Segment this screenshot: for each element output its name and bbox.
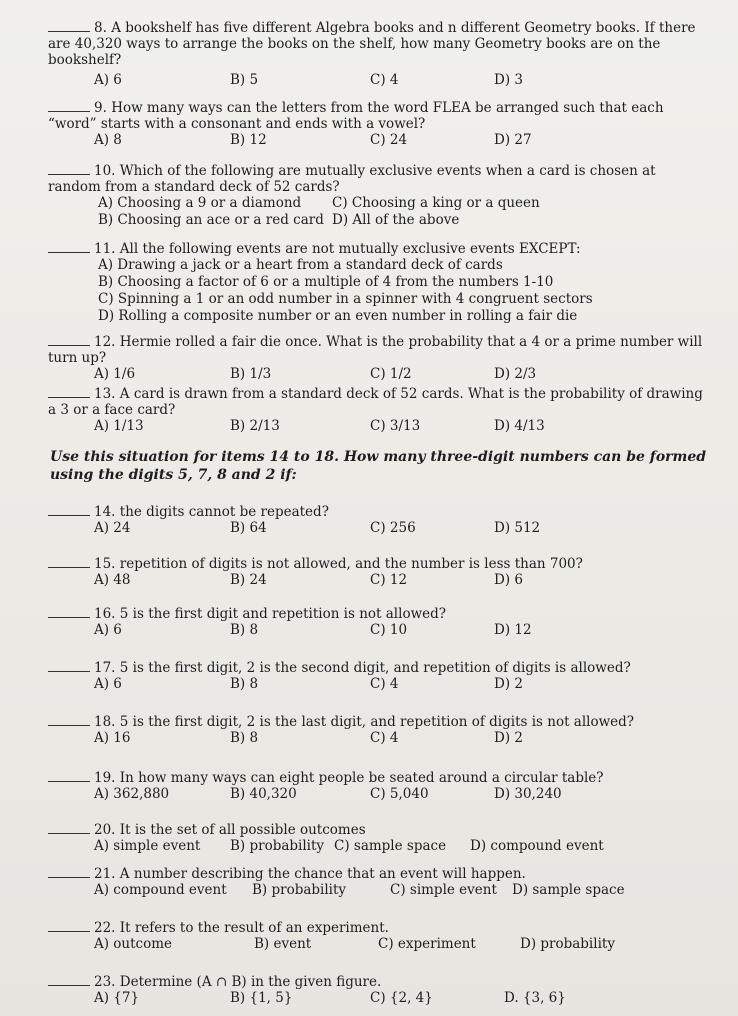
choice-a: A) 48 [94, 572, 131, 588]
choice-d: D) 4/13 [494, 418, 545, 434]
choice-c: C) 24 [370, 132, 408, 148]
question-number: 12. [94, 334, 116, 350]
choice-b: B) 2/13 [230, 418, 280, 434]
question-text: It refers to the result of an experiment. [119, 920, 389, 936]
choice-b: B) 8 [230, 730, 259, 746]
choice-a: A) 8 [94, 132, 122, 148]
answer-blank[interactable] [48, 163, 90, 175]
answer-blank[interactable] [48, 100, 90, 112]
choice-b: B) 5 [230, 72, 259, 88]
choice-d: D) 27 [494, 132, 532, 148]
choice-a: A) outcome [94, 936, 173, 952]
question-number: 21. [94, 866, 116, 882]
question-number: 22. [94, 920, 116, 936]
choice-b: B) 8 [230, 622, 259, 638]
question-10 [48, 163, 708, 229]
choice-d: D) All of the above [332, 212, 460, 228]
choice-d: D) 12 [494, 622, 532, 638]
question-11 [48, 241, 708, 325]
choice-a: A) 16 [94, 730, 131, 746]
choice-c: C) 1/2 [370, 366, 412, 382]
question-18 [48, 714, 708, 747]
answer-blank[interactable] [48, 660, 90, 672]
choice-b: B) probability [230, 838, 325, 854]
choice-b: B) 1/3 [230, 366, 272, 382]
question-19 [48, 770, 708, 803]
question-text: In how many ways can eight people be seated around a circular table? [119, 770, 604, 786]
choice-a: A) compound event [94, 882, 227, 898]
answer-blank[interactable] [48, 241, 90, 253]
answer-blank[interactable] [48, 20, 90, 32]
choice-b: B) Choosing a factor of 6 or a multiple of 4 from the numbers 1-10 [98, 274, 554, 290]
answer-blank[interactable] [48, 770, 90, 782]
choice-b: B) 40,320 [230, 786, 297, 802]
choice-d: D) 2/3 [494, 366, 537, 382]
answer-blank[interactable] [48, 920, 90, 932]
choice-b: B) 64 [230, 520, 267, 536]
question-number: 23. [94, 974, 116, 990]
question-number: 15. [94, 556, 116, 572]
answer-blank[interactable] [48, 504, 90, 516]
question-text: All the following events are not mutually exclusive events EXCEPT: [119, 241, 581, 257]
choice-c: C) {2, 4} [370, 990, 433, 1006]
choice-b: B) 12 [230, 132, 267, 148]
answer-blank[interactable] [48, 606, 90, 618]
question-12 [48, 334, 708, 383]
choice-d: D) sample space [512, 882, 625, 898]
question-number: 10. [94, 163, 116, 179]
question-text: 5 is the first digit and repetition is not allowed? [119, 606, 446, 622]
choice-c: C) sample space [334, 838, 447, 854]
question-22 [48, 920, 708, 953]
choice-c: C) 4 [370, 676, 399, 692]
choice-d: D) 2 [494, 676, 523, 692]
question-8 [48, 20, 708, 89]
choice-d: D) 6 [494, 572, 523, 588]
question-number: 18. [94, 714, 116, 730]
choice-c: C) 5,040 [370, 786, 429, 802]
answer-blank[interactable] [48, 334, 90, 346]
question-text: Which of the following are mutually exclusive events when a card is chosen at random from a standard deck of 52 cards? [48, 163, 656, 195]
choice-d: D) 3 [494, 72, 523, 88]
question-text: Hermie rolled a fair die once. What is the probability that a 4 or a prime number will turn up? [48, 334, 703, 366]
choice-c: C) 3/13 [370, 418, 421, 434]
question-number: 19. [94, 770, 116, 786]
question-text: repetition of digits is not allowed, and the number is less than 700? [119, 556, 583, 572]
choice-c: C) Choosing a king or a queen [332, 195, 540, 211]
question-text: It is the set of all possible outcomes [119, 822, 366, 838]
choice-a: A) 6 [94, 676, 122, 692]
answer-blank[interactable] [48, 866, 90, 878]
choice-a: A) Choosing a 9 or a diamond [98, 195, 302, 211]
answer-blank[interactable] [48, 714, 90, 726]
choice-b: B) 8 [230, 676, 259, 692]
question-number: 8. [94, 20, 107, 36]
choice-c: C) 4 [370, 730, 399, 746]
choice-a: A) Drawing a jack or a heart from a standard deck of cards [98, 257, 503, 273]
choice-a: A) 1/6 [94, 366, 136, 382]
question-23 [48, 974, 708, 1007]
choice-d: D) 512 [494, 520, 541, 536]
choice-a: A) 24 [94, 520, 131, 536]
question-text: the digits cannot be repeated? [119, 504, 329, 520]
choice-c: C) Spinning a 1 or an odd number in a spinner with 4 congruent sectors [98, 291, 593, 307]
question-9 [48, 100, 708, 149]
choice-c: C) 4 [370, 72, 399, 88]
question-14 [48, 504, 708, 537]
choice-c: C) 10 [370, 622, 408, 638]
question-text: How many ways can the letters from the word FLEA be arranged such that each “word” starts with a consonant and ends with a vowel? [48, 100, 664, 132]
question-text: A card is drawn from a standard deck of 52 cards. What is the probability of drawing a 3 or a face card? [48, 386, 703, 418]
question-13 [48, 386, 708, 435]
choice-a: A) 6 [94, 72, 122, 88]
choice-a: A) 1/13 [94, 418, 144, 434]
question-20 [48, 822, 708, 855]
question-text: 5 is the first digit, 2 is the last digit, and repetition of digits is not allowed? [119, 714, 635, 730]
choice-a: A) 6 [94, 622, 122, 638]
choice-a: A) {7} [94, 990, 140, 1006]
question-number: 13. [94, 386, 116, 402]
answer-blank[interactable] [48, 974, 90, 986]
choice-d: D. {3, 6} [504, 990, 566, 1006]
answer-blank[interactable] [48, 386, 90, 398]
question-number: 11. [94, 241, 116, 257]
question-number: 9. [94, 100, 107, 116]
choice-d: D) Rolling a composite number or an even number in rolling a fair die [98, 308, 578, 324]
choice-b: B) 24 [230, 572, 267, 588]
question-text: A bookshelf has five different Algebra books and n different Geometry books. If there are 40,320 ways to arrange the books on the shelf, how many Geometry books are on the bookshelf? [48, 20, 696, 68]
question-text: Determine (A ∩ B) in the given figure. [119, 974, 382, 990]
question-15 [48, 556, 708, 589]
choice-b: B) {1, 5} [230, 990, 293, 1006]
answer-blank[interactable] [48, 556, 90, 568]
question-17 [48, 660, 708, 693]
choice-b: B) Choosing an ace or a red card [98, 212, 324, 228]
question-number: 17. [94, 660, 116, 676]
choice-c: C) simple event [390, 882, 497, 898]
question-21 [48, 866, 708, 899]
choice-b: B) event [254, 936, 312, 952]
question-16 [48, 606, 708, 639]
choice-a: A) 362,880 [94, 786, 170, 802]
answer-blank[interactable] [48, 822, 90, 834]
choice-d: D) 2 [494, 730, 523, 746]
question-number: 14. [94, 504, 116, 520]
choice-d: D) compound event [470, 838, 604, 854]
choice-c: C) 12 [370, 572, 408, 588]
choice-d: D) 30,240 [494, 786, 562, 802]
question-number: 20. [94, 822, 116, 838]
choice-a: A) simple event [94, 838, 201, 854]
situation-instructions: Use this situation for items 14 to 18. How many three-digit numbers can be formed using the digits 5, 7, 8 and 2 if: [50, 449, 707, 483]
choice-d: D) probability [520, 936, 615, 952]
question-number: 16. [94, 606, 116, 622]
question-text: 5 is the first digit, 2 is the second digit, and repetition of digits is allowed? [119, 660, 631, 676]
choice-c: C) 256 [370, 520, 416, 536]
choice-b: B) probability [252, 882, 347, 898]
choice-c: C) experiment [378, 936, 476, 952]
question-text: A number describing the chance that an event will happen. [119, 866, 526, 882]
